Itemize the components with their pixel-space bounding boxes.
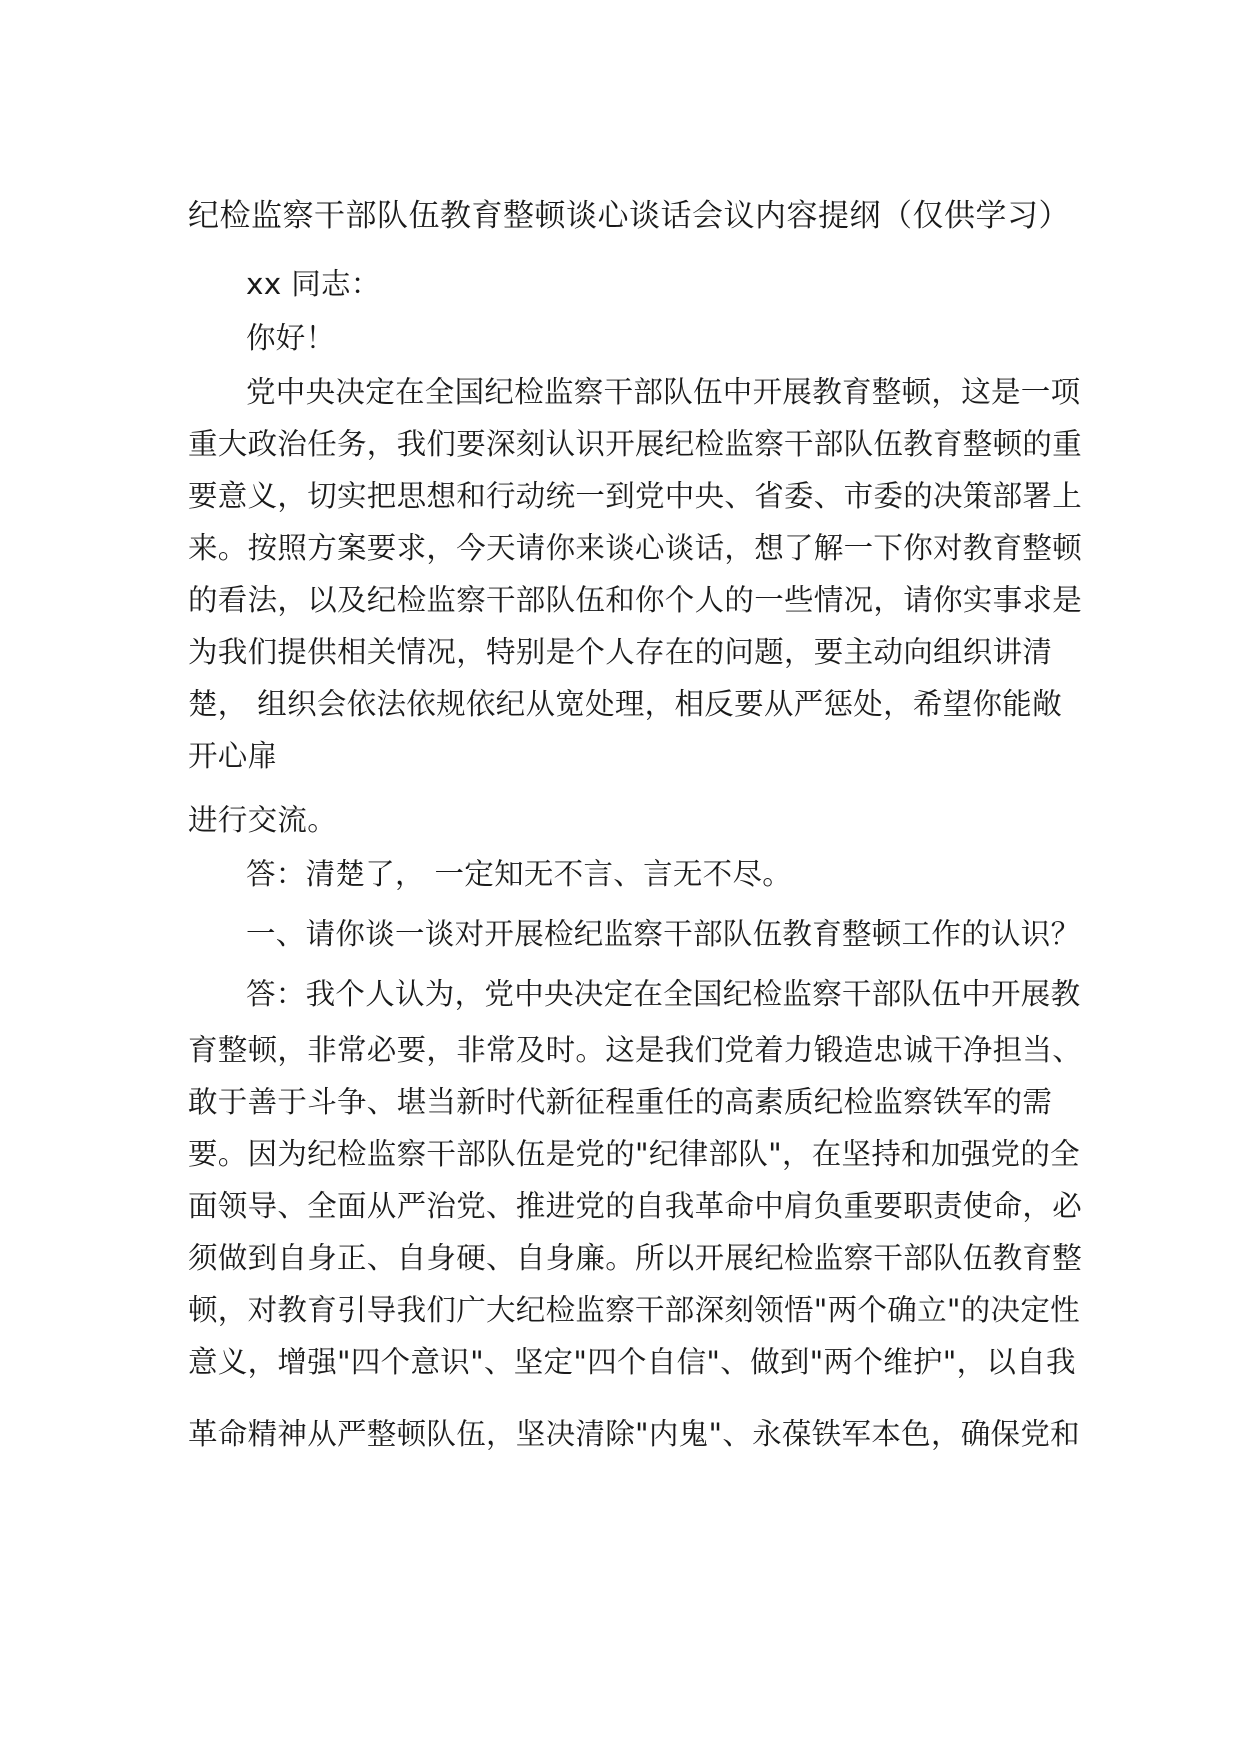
answer-paragraph-line: 面领导、全面从严治党、推进党的自我革命中肩负重要职责使命，必 [188,1189,1083,1223]
paragraph-line: 重大政治任务，我们要深刻认识开展纪检监察干部队伍教育整顿的重 [188,427,1083,461]
answer-paragraph-line: 顿，对教育引导我们广大纪检监察干部深刻领悟"两个确立"的决定性 [188,1293,1080,1327]
paragraph-line: 的看法，以及纪检监察干部队伍和你个人的一些情况，请你实事求是 [188,583,1083,617]
paragraph-line: 为我们提供相关情况，特别是个人存在的问题，要主动向组织讲清 [188,635,1053,669]
paragraph-line: 要意义，切实把思想和行动统一到党中央、省委、市委的决策部署上 [188,479,1083,513]
question-heading: 一、请你谈一谈对开展检纪监察干部队伍教育整顿工作的认识？ [246,917,1081,951]
answer-paragraph-line: 要。因为纪检监察干部队伍是党的"纪律部队"，在坚持和加强党的全 [188,1137,1080,1171]
paragraph-line: 开心扉 [188,739,278,773]
answer-paragraph-line: 答：我个人认为，党中央决定在全国纪检监察干部队伍中开展教 [246,977,1081,1011]
answer-paragraph-line: 须做到自身正、自身硬、自身廉。所以开展纪检监察干部队伍教育整 [188,1241,1083,1275]
paragraph-line: 党中央决定在全国纪检监察干部队伍中开展教育整顿，这是一项 [246,375,1081,409]
answer-line: 答：清楚了， 一定知无不言、言无不尽。 [246,857,793,891]
answer-paragraph-line: 革命精神从严整顿队伍，坚决清除"内鬼"、永葆铁军本色，确保党和 [188,1417,1080,1451]
answer-paragraph-line: 意义，增强"四个意识"、坚定"四个自信"、做到"两个维护"，以自我 [188,1345,1076,1379]
answer-paragraph-line: 敢于善于斗争、堪当新时代新征程重任的高素质纪检监察铁军的需 [188,1085,1053,1119]
salutation: xx 同志： [246,267,381,301]
paragraph-line: 楚， 组织会依法依规依纪从宽处理，相反要从严惩处，希望你能敞 [188,687,1062,721]
paragraph-line: 进行交流。 [188,803,338,837]
greeting: 你好！ [246,321,336,355]
paragraph-line: 来。按照方案要求，今天请你来谈心谈话，想了解一下你对教育整顿 [188,531,1083,565]
document-title: 纪检监察干部队伍教育整顿谈心谈话会议内容提纲（仅供学习） [188,198,1070,234]
answer-paragraph-line: 育整顿，非常必要，非常及时。这是我们党着力锻造忠诚干净担当、 [188,1033,1083,1067]
